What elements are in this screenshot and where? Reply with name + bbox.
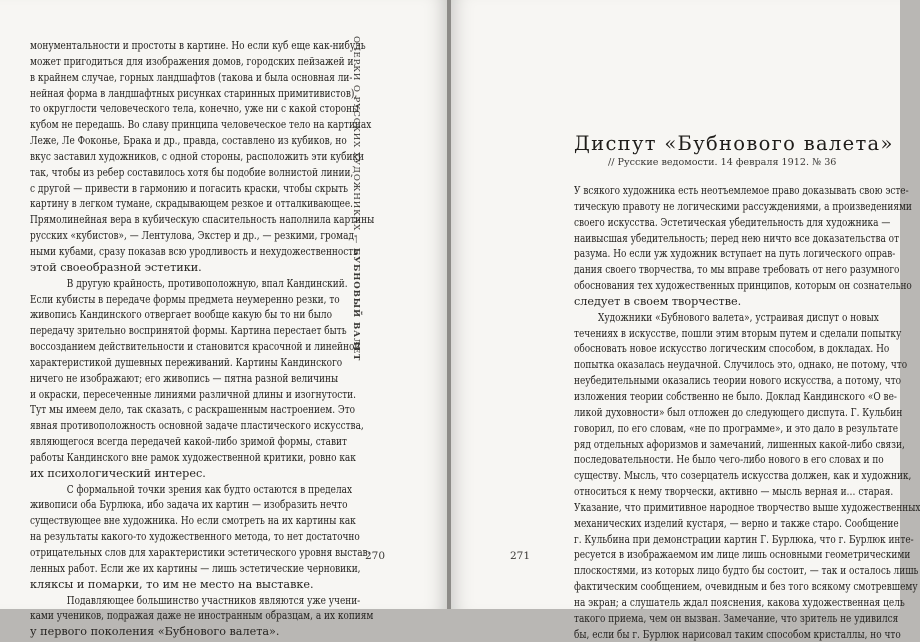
- running-head-section: БУБНОВЫЙ ВАЛЕТ: [351, 247, 361, 362]
- text-line: русских «кубистов», — Лентулова, Экстер и др., — резкими, громад-: [30, 229, 357, 243]
- text-line: то округлости человеческого тела, конечно, уже ни с какой стороны: [30, 102, 360, 116]
- text-line: так, чтобы из ребер составилось хотя бы подобие волнистой линии,: [30, 165, 354, 179]
- text-line: обоснования тех художественных принципов, которым он сознательно: [574, 279, 912, 293]
- paragraph-first-line: Подавляющее большинство участников являются уже учени-: [66, 593, 361, 607]
- paragraph-first-line: Художники «Бубнового валета», устраивая диспут о новых: [598, 310, 879, 324]
- text-line: в крайнем случае, горных ландшафтов (такова и была основная ли-: [30, 70, 353, 84]
- text-line: Прямолинейная вера в кубическую спасительность наполнила картины: [30, 213, 375, 227]
- text-line: Тут мы имеем дело, так сказать, с раскрашенным настроением. Это: [30, 403, 356, 417]
- text-line: передачу зрительно воспринятой формы. Картина перестает быть: [30, 324, 347, 338]
- article-source: // Русские ведомости. 14 февраля 1912. № 36: [608, 157, 837, 168]
- text-line: фактическим сообщением, очевидным и без того всякому смотревшему: [574, 580, 918, 594]
- running-head-book-title: ОЧЕРКИ О РУССКИХ ХУДОЖНИКАХ —: [351, 36, 361, 248]
- text-line: работы Кандинского вне рамок художественной критики, ровно как: [30, 450, 356, 464]
- text-line: воссозданием действительности и становится красочной и линейной: [30, 340, 361, 354]
- text-line: Леже, Ле Фоконье, Брака и др., правда, составлено из кубиков, но: [30, 134, 347, 148]
- text-line: такого приема, чем он вызван. Замечание, что зритель не удивился: [574, 611, 899, 625]
- text-line: наивысшая убедительность; перед нею ничто все доказательства от: [574, 231, 900, 245]
- text-line: тическую правоту не логическими рассуждениями, а произведениями: [574, 199, 912, 213]
- text-line: отрицательных слов для характеристики эстетического уровня выстав-: [30, 546, 371, 559]
- text-line: неубедительными оказались теории нового искусства, а потому, что: [574, 374, 902, 388]
- text-line: последовательности. Не было чего-либо нового в его словах и по: [574, 453, 884, 467]
- paragraph-first-line: С формальной точки зрения как будто остаются в пределах: [66, 482, 353, 496]
- text-line: этой своеобразной эстетики.: [30, 260, 202, 274]
- text-line: картину в легком тумане, скрадывающем резкое и отталкивающее.: [30, 197, 353, 211]
- text-line: существующее вне художника. Но если смотреть на их картины как: [30, 514, 356, 528]
- text-line: ряд отдельных афоризмов и замечаний, лишенных какой-либо связи,: [574, 437, 905, 451]
- page-number: 271: [510, 550, 531, 562]
- text-line: У всякого художника есть неотъемлемое право доказывать свою эсте-: [574, 184, 909, 197]
- text-line: дания своего творчества, то мы вправе требовать от него разумного: [574, 263, 900, 277]
- text-line: ресуется в изображаемом им лице лишь основными геометрическими: [574, 548, 911, 562]
- text-line: ленных работ. Если же их картины — лишь эстетические черновики,: [30, 561, 361, 575]
- text-line: бы, если бы г. Бурлюк нарисовал таким способом кристаллы, но что: [574, 627, 901, 641]
- text-line: разума. Но если уж художник вступает на путь логического оправ-: [574, 247, 896, 261]
- running-head: [346, 36, 366, 366]
- text-line: ликой духовности» был отложен до следующего диспута. Г. Кульбин: [574, 405, 903, 419]
- text-line: Указание, что примитивное народное творчество выше художественных: [574, 500, 920, 514]
- text-line: может пригодиться для изображения домов, городских пейзажей и,: [30, 54, 357, 68]
- text-line: следует в своем творчестве.: [574, 294, 742, 308]
- text-line: ными кубами, сразу показав всю уродливость и нехудожественность: [30, 244, 359, 258]
- text-line: механических изделий кустаря, — верно и также старо. Сообщение: [574, 516, 899, 530]
- text-line: на экран; а слушатель ждал пояснения, какова художественная цель: [574, 595, 905, 609]
- text-line: Если кубисты в передаче формы предмета неумеренно резки, то: [30, 292, 340, 306]
- page-number: 270: [365, 550, 386, 562]
- text-line: с другой — привести в гармонию и погасить краски, чтобы скрыть: [30, 181, 349, 195]
- text-line: являющегося всегда передачей какой-либо зримой формы, ставит: [30, 435, 347, 449]
- text-line: кляксы и помарки, то им не место на выставке.: [30, 577, 314, 591]
- text-line: вкус заставил художников, с одной стороны, расположить эти кубики: [30, 149, 364, 163]
- text-line: живопись Кандинского отвергает вообще какую бы то ни было: [30, 308, 333, 322]
- right-page-text: [574, 183, 920, 642]
- text-line: существу. Мысль, что созерцатель искусства должен, как и художник,: [574, 469, 912, 483]
- text-line: на результаты какого-то художественного метода, то нет достаточно: [30, 530, 360, 544]
- text-line: говорил, по его словам, «не по программе», и это дало в результате: [574, 421, 899, 435]
- text-line: их психологический интерес.: [30, 466, 206, 480]
- text-line: живописи оба Бурлюка, ибо задача их картин — изобразить нечто: [30, 498, 348, 512]
- text-line: г. Кульбина при демонстрации картин Г. Бурлюка, что г. Бурлюк инте-: [574, 532, 914, 546]
- text-line: ничего не изображают; его живопись — пятна разной величины: [30, 371, 339, 385]
- text-line: попытка оказалась неудачной. Случилось это, однако, не потому, что: [574, 358, 908, 372]
- text-line: изложения теории собственно не было. Доклад Кандинского «О ве-: [574, 389, 897, 403]
- text-line: и окраски, пересеченные линиями различной длины и изогнутости.: [30, 387, 356, 401]
- text-line: ками учеников, подражая даже не иностранным образцам, а их копиям: [30, 609, 374, 623]
- text-line: своего искусства. Эстетическая убедительность для художника —: [574, 215, 891, 229]
- text-line: относиться к нему творчески, активно — мысль верная и… старая.: [574, 485, 894, 499]
- left-page: [0, 0, 447, 639]
- text-line: обосновать новое искусство логическим способом, в докладах. Но: [574, 342, 890, 356]
- text-line: характеристикой душевных переживаний. Картины Кандинского: [30, 355, 343, 369]
- text-line: течениях в искусстве, пошли этим вторым путем и сделали попытку: [574, 326, 902, 340]
- right-page: [451, 0, 920, 641]
- text-line: у первого поколения «Бубнового валета».: [30, 625, 280, 639]
- text-line: нейная форма в ландшафтных рисунках старинных примитивистов),: [30, 86, 358, 100]
- article-title: Диспут «Бубнового валета»: [574, 132, 894, 155]
- text-line: монументальности и простоты в картине. Но если куб еще как-нибудь: [30, 39, 366, 52]
- text-line: плоскостями, из которых лицо будто бы состоит, — так и осталось лишь: [574, 564, 919, 578]
- paragraph-first-line: В другую крайность, противоположную, впал Кандинский.: [66, 276, 348, 290]
- text-line: кубом не передашь. Во славу принципа человеческое тело на картинах: [30, 118, 372, 132]
- text-line: явная противоположность основной задаче пластического искусства,: [30, 419, 364, 433]
